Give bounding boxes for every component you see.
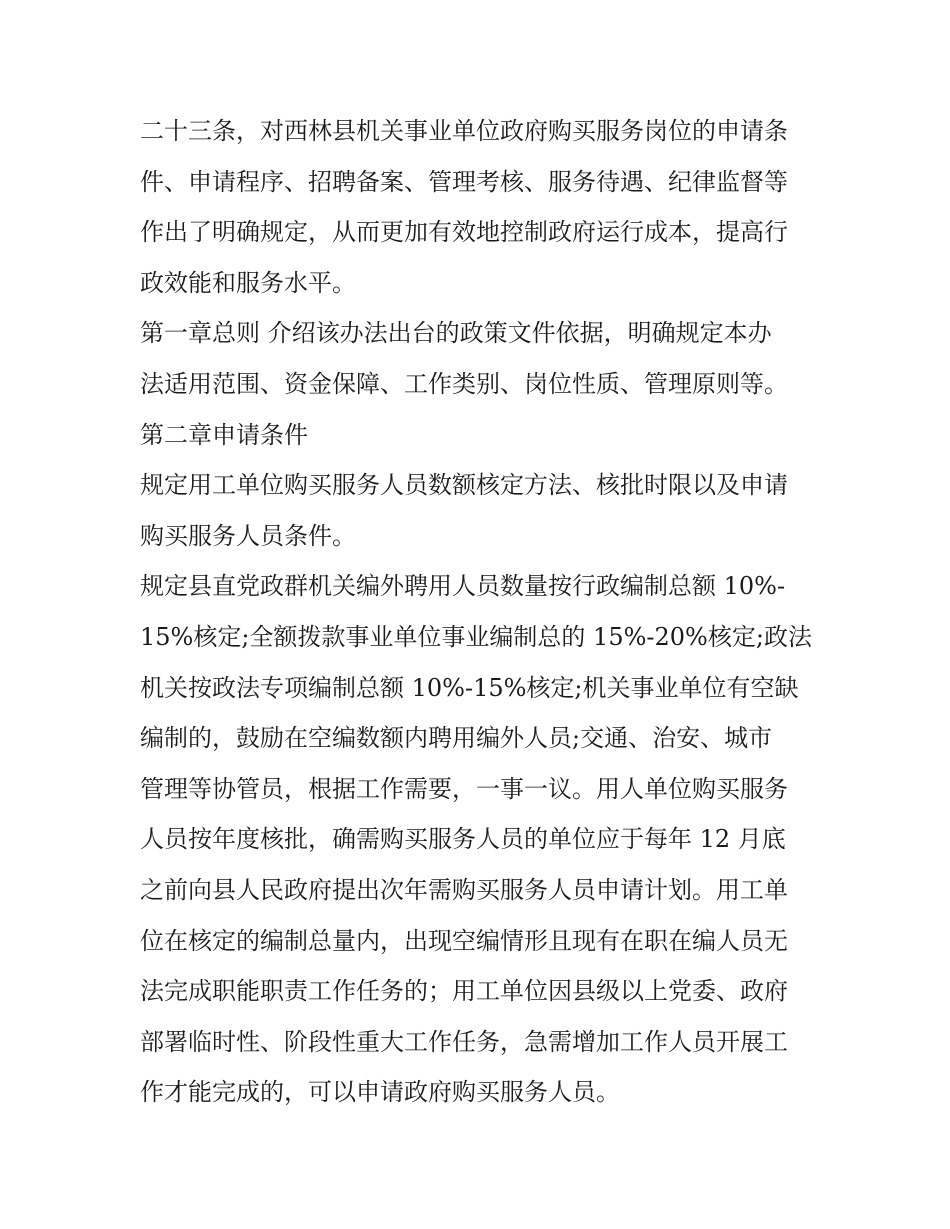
chapter-one-line-1: 第一章总则 介绍该办法出台的政策文件依据，明确规定本办 <box>140 319 772 348</box>
text-line-9: 购买服务人员条件。 <box>140 521 356 550</box>
text-line-13: 编制的，鼓励在空编数额内聘用编外人员;交通、治安、城市 <box>140 724 773 753</box>
text-line-3: 作出了明确规定，从而更加有效地控制政府运行成本，提高行 <box>140 218 788 247</box>
text-line-16: 之前向县人民政府提出次年需购买服务人员申请计划。用工单 <box>140 875 788 904</box>
text-line-2: 件、申请程序、招聘备案、管理考核、服务待遇、纪律监督等 <box>140 167 788 196</box>
document-body <box>140 106 820 1118</box>
text-line-15: 人员按年度核批，确需购买服务人员的单位应于每年 12 月底 <box>140 825 786 854</box>
text-line-19: 部署临时性、阶段性重大工作任务，急需增加工作人员开展工 <box>140 1027 788 1056</box>
text-line-8: 规定用工单位购买服务人员数额核定方法、核批时限以及申请 <box>140 471 788 500</box>
text-line-11: 15%核定;全额拨款事业单位事业编制总的 15%-20%核定;政法 <box>140 622 812 651</box>
text-line-14: 管理等协管员，根据工作需要，一事一议。用人单位购买服务 <box>140 774 788 803</box>
text-line-1: 二十三条，对西林县机关事业单位政府购买服务岗位的申请条 <box>140 117 788 145</box>
text-line-4: 政效能和服务水平。 <box>140 268 356 297</box>
text-line-17: 位在核定的编制总量内，出现空编情形且现有在职在编人员无 <box>140 926 788 955</box>
text-line-18: 法完成职能职责工作任务的；用工单位因县级以上党委、政府 <box>140 977 788 1006</box>
text-line-20: 作才能完成的，可以申请政府购买服务人员。 <box>140 1078 620 1107</box>
chapter-one-line-2: 法适用范围、资金保障、工作类别、岗位性质、管理原则等。 <box>140 369 788 398</box>
text-line-12: 机关按政法专项编制总额 10%-15%核定;机关事业单位有空缺 <box>140 673 799 702</box>
text-line-10: 规定县直党政群机关编外聘用人员数量按行政编制总额 10%- <box>140 572 786 601</box>
chapter-two-heading: 第二章申请条件 <box>140 420 308 449</box>
